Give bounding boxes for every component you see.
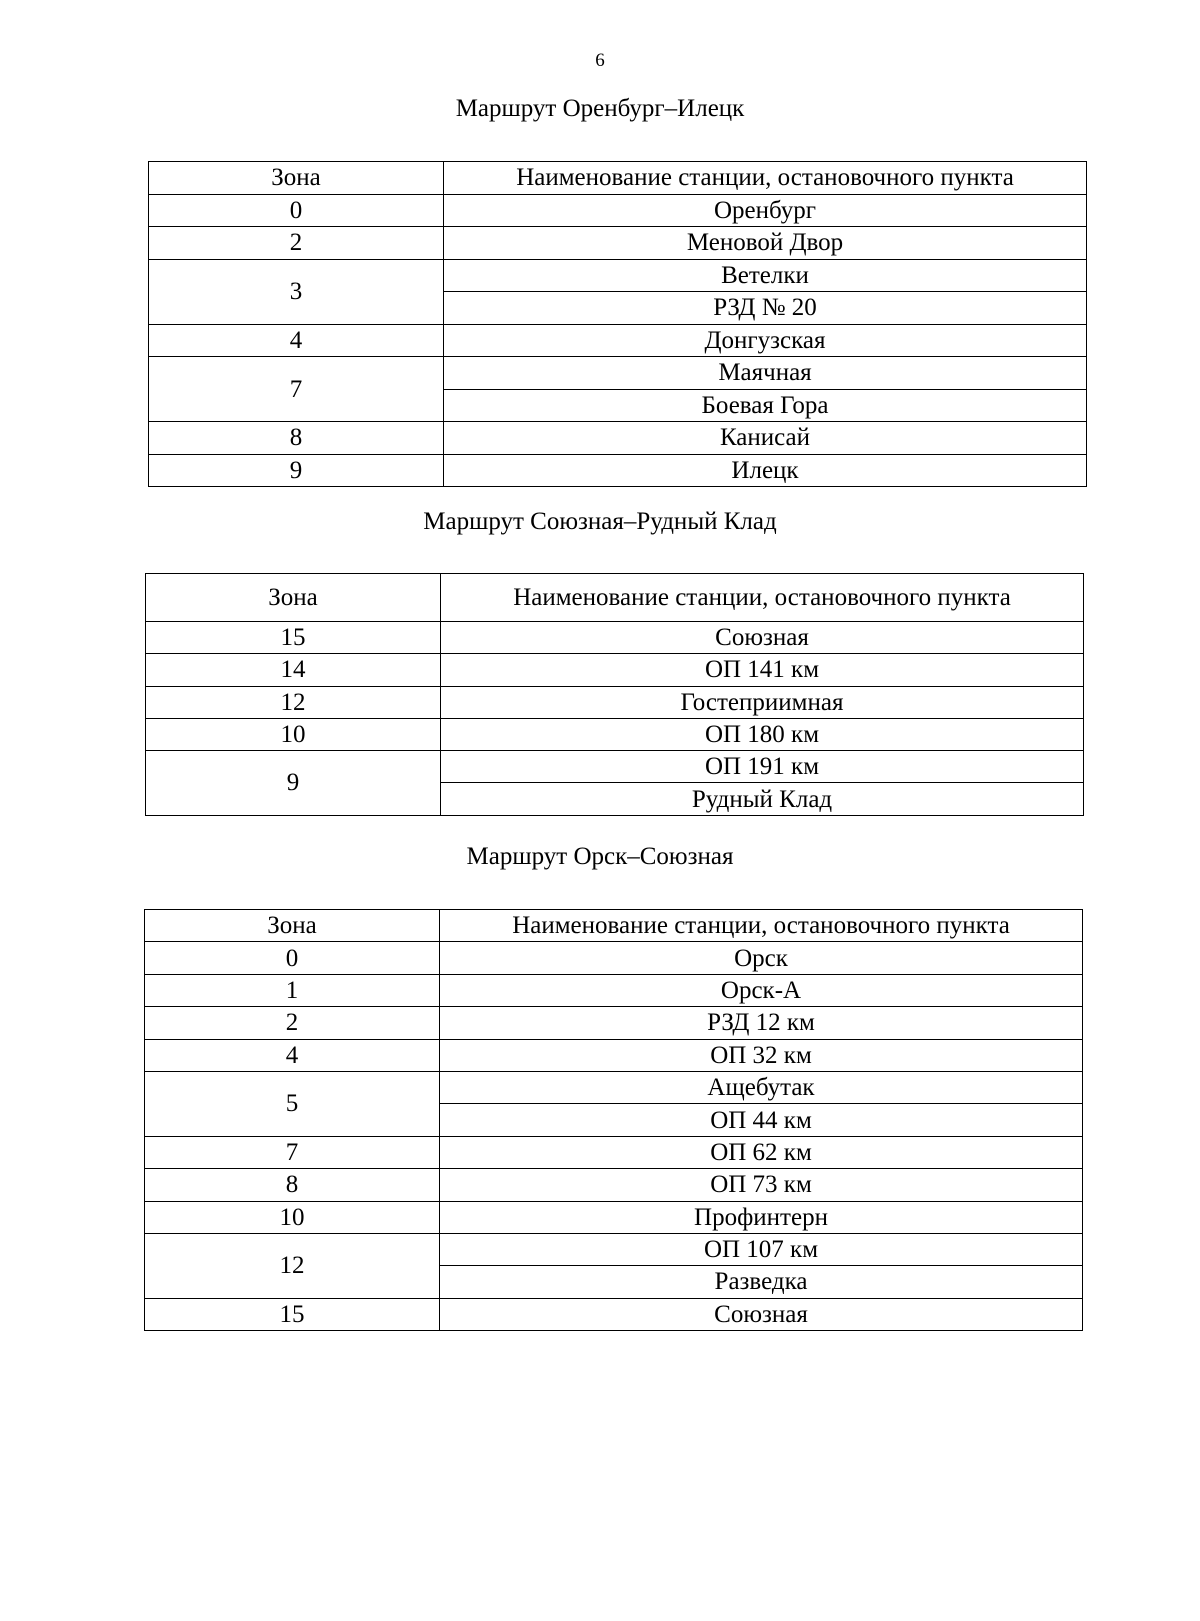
table-row (146, 686, 1084, 718)
station-cell: Ветелки (444, 259, 1087, 292)
zone-cell: 7 (145, 1136, 440, 1168)
zone-cell: 2 (149, 227, 444, 260)
table-row (146, 718, 1084, 750)
zone-column-header: Зона (146, 574, 441, 622)
station-cell: Оренбург (444, 194, 1087, 227)
station-cell: РЗД № 20 (444, 292, 1087, 325)
zone-cell: 1 (145, 974, 440, 1006)
station-cell: Боевая Гора (444, 389, 1087, 422)
station-cell: ОП 44 км (440, 1104, 1083, 1136)
station-cell: Разведка (440, 1266, 1083, 1298)
table-header-row (146, 574, 1084, 622)
station-cell: ОП 141 км (441, 654, 1084, 686)
station-cell: РЗД 12 км (440, 1007, 1083, 1039)
zone-cell: 7 (149, 357, 444, 422)
station-column-header: Наименование станции, остановочного пункта (440, 910, 1083, 942)
table-row (145, 1298, 1083, 1330)
table-row (145, 1039, 1083, 1071)
zone-cell: 0 (149, 194, 444, 227)
station-cell: ОП 73 км (440, 1169, 1083, 1201)
station-column-header: Наименование станции, остановочного пункта (441, 574, 1084, 622)
zone-cell: 3 (149, 259, 444, 324)
zone-cell: 9 (149, 454, 444, 487)
station-cell: Союзная (440, 1298, 1083, 1330)
zone-cell: 4 (145, 1039, 440, 1071)
zone-column-header: Зона (145, 910, 440, 942)
zone-table-soyuznaya-rudny-klad (145, 573, 1084, 816)
zone-cell: 8 (145, 1169, 440, 1201)
station-cell: Меновой Двор (444, 227, 1087, 260)
zone-cell: 10 (145, 1201, 440, 1233)
table-header-row (149, 162, 1087, 195)
route-title-orenburg-iletsk: Маршрут Оренбург–Илецк (455, 95, 745, 122)
table-row (149, 422, 1087, 455)
zone-cell: 15 (146, 622, 441, 654)
zone-table-orsk-soyuznaya (144, 909, 1083, 1331)
zone-cell: 12 (146, 686, 441, 718)
zone-table-orenburg-iletsk (148, 161, 1087, 487)
station-cell: ОП 32 км (440, 1039, 1083, 1071)
table-row (145, 1071, 1083, 1103)
route-title-soyuznaya-rudny-klad: Маршрут Союзная–Рудный Клад (423, 508, 777, 535)
table-header-row (145, 910, 1083, 942)
table-row (146, 622, 1084, 654)
zone-column-header: Зона (149, 162, 444, 195)
route-title-orsk-soyuznaya: Маршрут Орск–Союзная (466, 843, 734, 870)
table-row (146, 751, 1084, 783)
station-cell: Маячная (444, 357, 1087, 390)
table-row (145, 974, 1083, 1006)
table-row (145, 1136, 1083, 1168)
station-cell: Орск-А (440, 974, 1083, 1006)
table-row (149, 324, 1087, 357)
station-cell: ОП 180 км (441, 718, 1084, 750)
station-cell: Ащебутак (440, 1071, 1083, 1103)
station-cell: Гостеприимная (441, 686, 1084, 718)
station-cell: Илецк (444, 454, 1087, 487)
table-row (145, 1169, 1083, 1201)
table-row (149, 227, 1087, 260)
zone-cell: 10 (146, 718, 441, 750)
page-number: 6 (595, 50, 605, 71)
table-row (145, 1007, 1083, 1039)
table-row (149, 194, 1087, 227)
station-cell: ОП 191 км (441, 751, 1084, 783)
table-row (145, 1201, 1083, 1233)
zone-cell: 8 (149, 422, 444, 455)
zone-cell: 2 (145, 1007, 440, 1039)
table-row (146, 654, 1084, 686)
station-cell: ОП 62 км (440, 1136, 1083, 1168)
zone-cell: 5 (145, 1071, 440, 1136)
station-column-header: Наименование станции, остановочного пункта (444, 162, 1087, 195)
zone-cell: 9 (146, 751, 441, 816)
zone-cell: 12 (145, 1233, 440, 1298)
table-row (149, 357, 1087, 390)
table-row (149, 454, 1087, 487)
station-cell: Донгузская (444, 324, 1087, 357)
station-cell: ОП 107 км (440, 1233, 1083, 1265)
table-row (145, 1233, 1083, 1265)
zone-cell: 0 (145, 942, 440, 974)
zone-cell: 14 (146, 654, 441, 686)
zone-cell: 15 (145, 1298, 440, 1330)
zone-cell: 4 (149, 324, 444, 357)
table-row (149, 259, 1087, 292)
station-cell: Профинтерн (440, 1201, 1083, 1233)
station-cell: Рудный Клад (441, 783, 1084, 815)
table-row (145, 942, 1083, 974)
station-cell: Канисай (444, 422, 1087, 455)
station-cell: Орск (440, 942, 1083, 974)
station-cell: Союзная (441, 622, 1084, 654)
